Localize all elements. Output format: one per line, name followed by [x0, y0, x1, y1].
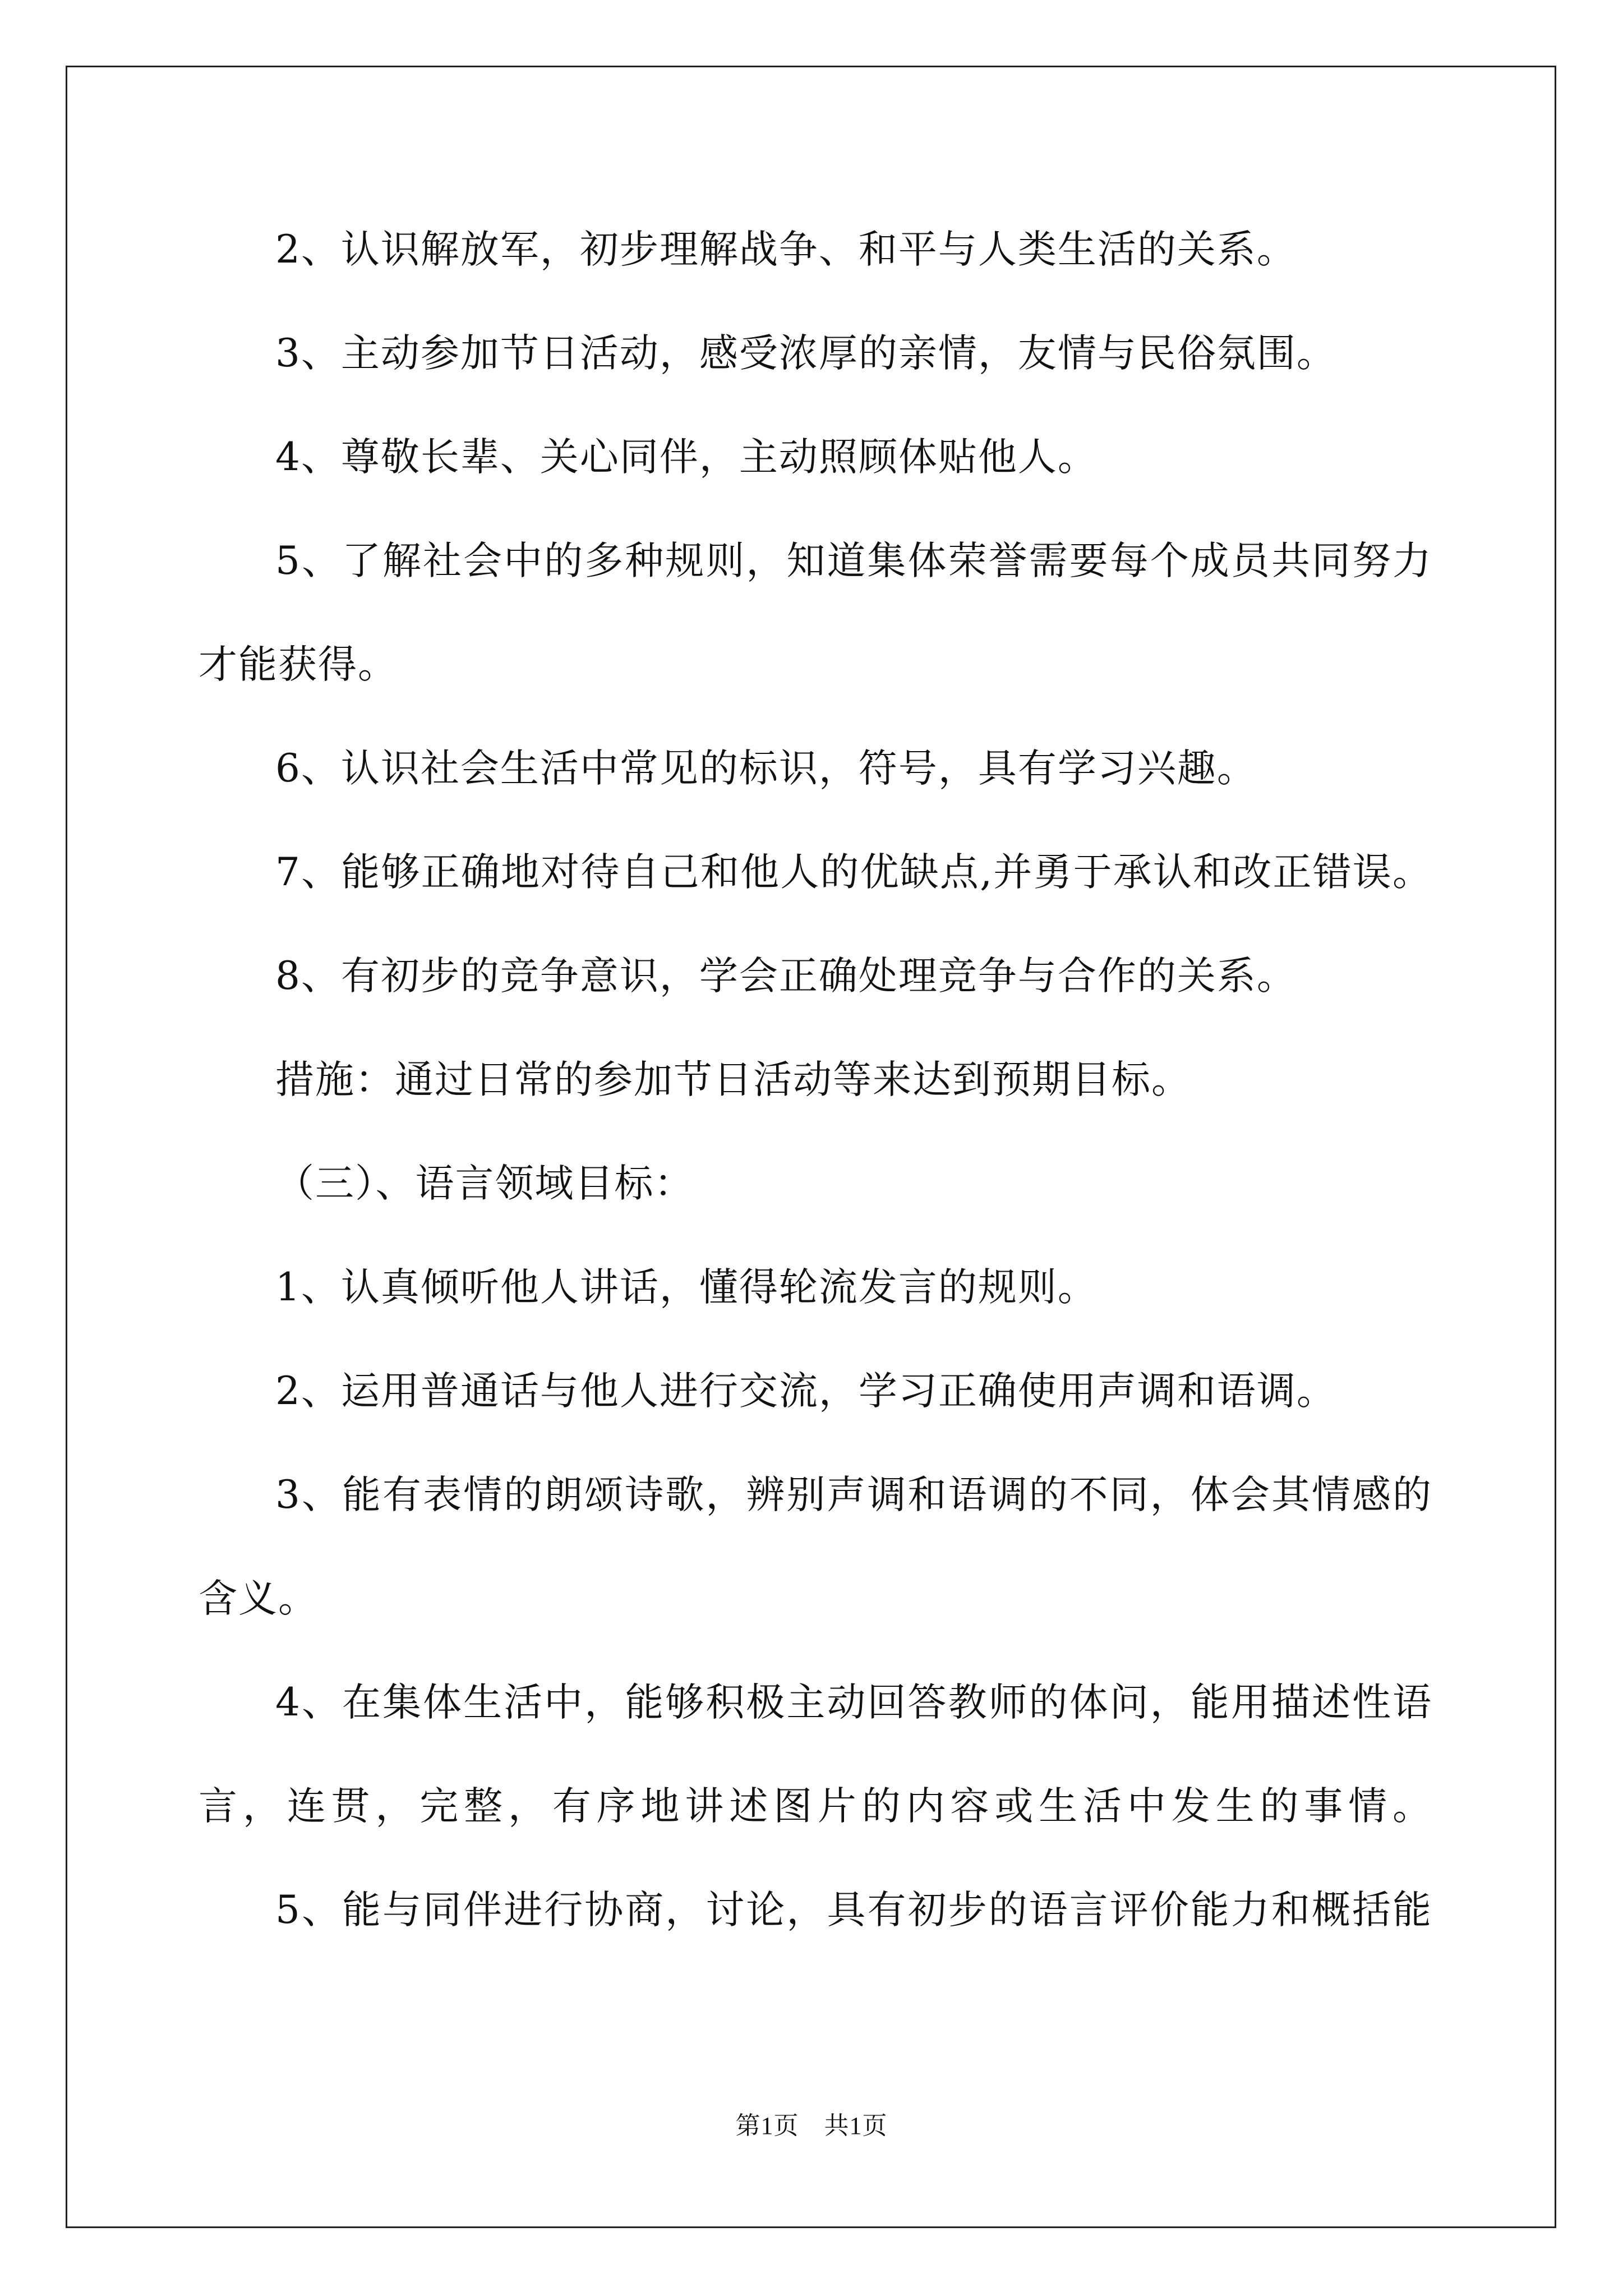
paragraph-line: 1、认真倾听他人讲话，懂得轮流发言的规则。 [275, 1265, 1098, 1310]
paragraph-line: 5、能与同伴进行协商，讨论，具有初步的语言评价能力和概括能 [275, 1888, 1432, 1932]
paragraph-line: 言，连贯，完整，有序地讲述图片的内容或生活中发生的事情。 [199, 1784, 1432, 1829]
paragraph-line: 2、认识解放军，初步理解战争、和平与人类生活的关系。 [275, 227, 1297, 272]
paragraph-line: 4、尊敬长辈、关心同伴，主动照顾体贴他人。 [275, 435, 1098, 480]
paragraph-line: 措施：通过日常的参加节日活动等来达到预期目标。 [275, 1057, 1191, 1102]
paragraph-line: 5、了解社会中的多种规则，知道集体荣誉需要每个成员共同努力 [275, 539, 1432, 583]
paragraph-line: 4、在集体生活中，能够积极主动回答教师的体问，能用描述性语 [275, 1680, 1432, 1725]
paragraph-line: 8、有初步的竞争意识，学会正确处理竞争与合作的关系。 [275, 954, 1297, 999]
paragraph-line: 6、认识社会生活中常见的标识，符号，具有学习兴趣。 [275, 746, 1257, 791]
paragraph-line: 3、能有表情的朗颂诗歌，辨别声调和语调的不同，体会其情感的 [275, 1473, 1432, 1517]
paragraph-line: 2、运用普通话与他人进行交流，学习正确使用声调和语调。 [275, 1369, 1336, 1414]
paragraph-line: 3、主动参加节日活动，感受浓厚的亲情，友情与民俗氛围。 [275, 331, 1336, 376]
paragraph-line: 含义。 [199, 1576, 318, 1621]
page-number-footer: 第1页 共1页 [735, 2112, 888, 2139]
paragraph-line: 7、能够正确地对待自己和他人的优缺点,并勇于承认和改正错误。 [275, 850, 1432, 895]
section-heading: （三）、语言领域目标： [275, 1161, 694, 1206]
paragraph-line: 才能获得。 [199, 642, 398, 687]
